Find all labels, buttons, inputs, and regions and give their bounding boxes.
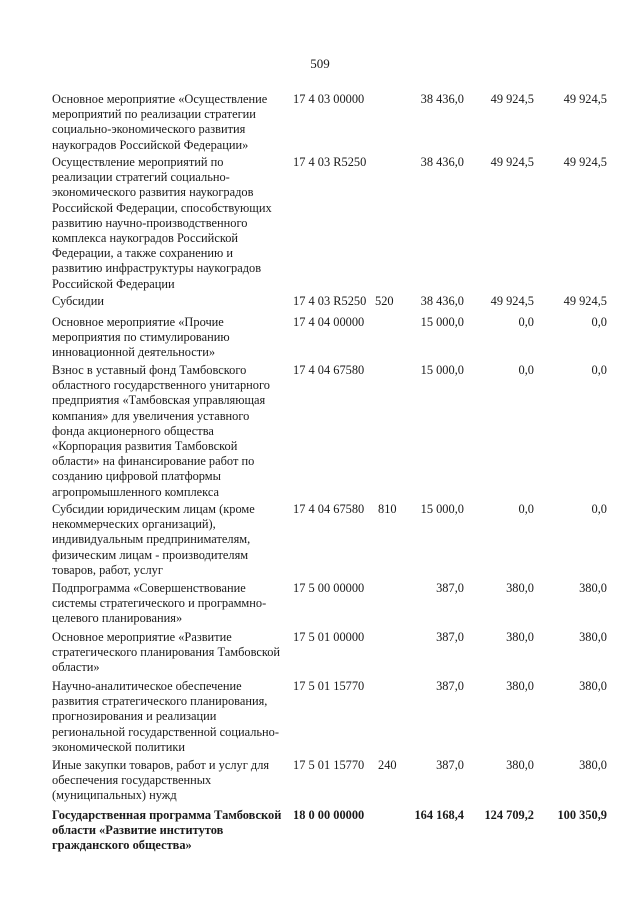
row-name: Взнос в уставный фонд Тамбовского областного государственного унитарного предприятия «Тамбовская управляющая компания» для увеличения уставного фонда акционерного общества «Корпорация развития Тамбовской области» на финансирование работ по созданию цифровой платформы агропромышленного комплекса [52, 363, 270, 499]
row-name: Осуществление мероприятий по реализации стратегий социально-экономического развития наукоградов Российской Федерации, способствующих развитию научно-производственного комплекса наукоградов Российской Федерации, а также сохранению и развитию инфраструктуры наукоградов Российской Федерации [52, 155, 272, 291]
row-value-3: 49 924,5 [563, 92, 607, 106]
row-code: 17 4 04 67580 [293, 363, 365, 377]
row-name: Иные закупки товаров, работ и услуг для обеспечения государственных (муниципальных) нужд [52, 758, 270, 803]
row-value-1: 15 000,0 [420, 315, 464, 329]
row-value-1: 38 436,0 [420, 92, 464, 106]
row-value-1: 164 168,4 [414, 808, 464, 822]
row-code: 17 4 03 00000 [293, 92, 365, 106]
row-value-2: 49 924,5 [490, 294, 534, 308]
row-code: 17 5 00 00000 [293, 581, 365, 595]
row-value-2: 380,0 [506, 679, 534, 693]
row-value-3: 100 350,9 [557, 808, 607, 822]
row-name: Субсидии [52, 294, 104, 308]
row-code: 17 4 03 R5250 [293, 294, 367, 308]
row-value-3: 49 924,5 [563, 155, 607, 169]
row-value-3: 380,0 [579, 581, 607, 595]
row-value-1: 387,0 [436, 630, 464, 644]
row-name: Основное мероприятие «Развитие стратегического планирования Тамбовской области» [52, 630, 281, 675]
row-name: Подпрограмма «Совершенствование системы стратегического и программно-целевого планирования» [52, 581, 267, 626]
row-value-1: 38 436,0 [420, 155, 464, 169]
row-value-3: 380,0 [579, 758, 607, 772]
row-value-1: 387,0 [436, 679, 464, 693]
row-value-2: 49 924,5 [490, 92, 534, 106]
row-value-2: 380,0 [506, 758, 534, 772]
row-vr-code: 520 [375, 294, 394, 308]
row-value-2: 0,0 [518, 502, 534, 516]
row-code: 17 5 01 15770 [293, 679, 365, 693]
row-vr-code: 240 [378, 758, 397, 772]
row-code: 18 0 00 00000 [293, 808, 365, 822]
row-value-3: 0,0 [591, 315, 607, 329]
row-code: 17 5 01 00000 [293, 630, 365, 644]
row-value-3: 0,0 [591, 363, 607, 377]
row-code: 17 4 04 00000 [293, 315, 365, 329]
row-name: Государственная программа Тамбовской области «Развитие институтов гражданского общества» [52, 808, 282, 853]
row-value-2: 0,0 [518, 363, 534, 377]
row-name: Основное мероприятие «Осуществление мероприятий по реализации стратегии социально-экономического развития наукоградов Российской Федерации» [52, 92, 268, 152]
row-value-3: 0,0 [591, 502, 607, 516]
row-value-3: 380,0 [579, 630, 607, 644]
row-code: 17 5 01 15770 [293, 758, 365, 772]
row-name: Основное мероприятие «Прочие мероприятия по стимулированию инновационной деятельности» [52, 315, 230, 360]
row-value-1: 38 436,0 [420, 294, 464, 308]
row-value-1: 387,0 [436, 758, 464, 772]
row-value-3: 49 924,5 [563, 294, 607, 308]
page-number: 509 [310, 56, 330, 71]
row-code: 17 4 04 67580 [293, 502, 365, 516]
row-value-3: 380,0 [579, 679, 607, 693]
row-code: 17 4 03 R5250 [293, 155, 367, 169]
row-name: Субсидии юридическим лицам (кроме некоммерческих организаций), индивидуальным предпринимателям, физическим лицам - производителям товаров, работ, услуг [52, 502, 255, 577]
row-value-2: 124 709,2 [484, 808, 534, 822]
row-value-2: 380,0 [506, 581, 534, 595]
row-value-2: 0,0 [518, 315, 534, 329]
row-value-2: 49 924,5 [490, 155, 534, 169]
row-value-1: 387,0 [436, 581, 464, 595]
row-name: Научно-аналитическое обеспечение развития стратегического планирования, прогнозирования и реализации региональной государственной социально-экономической политики [52, 679, 279, 754]
row-value-2: 380,0 [506, 630, 534, 644]
row-value-1: 15 000,0 [420, 363, 464, 377]
row-value-1: 15 000,0 [420, 502, 464, 516]
row-vr-code: 810 [378, 502, 397, 516]
